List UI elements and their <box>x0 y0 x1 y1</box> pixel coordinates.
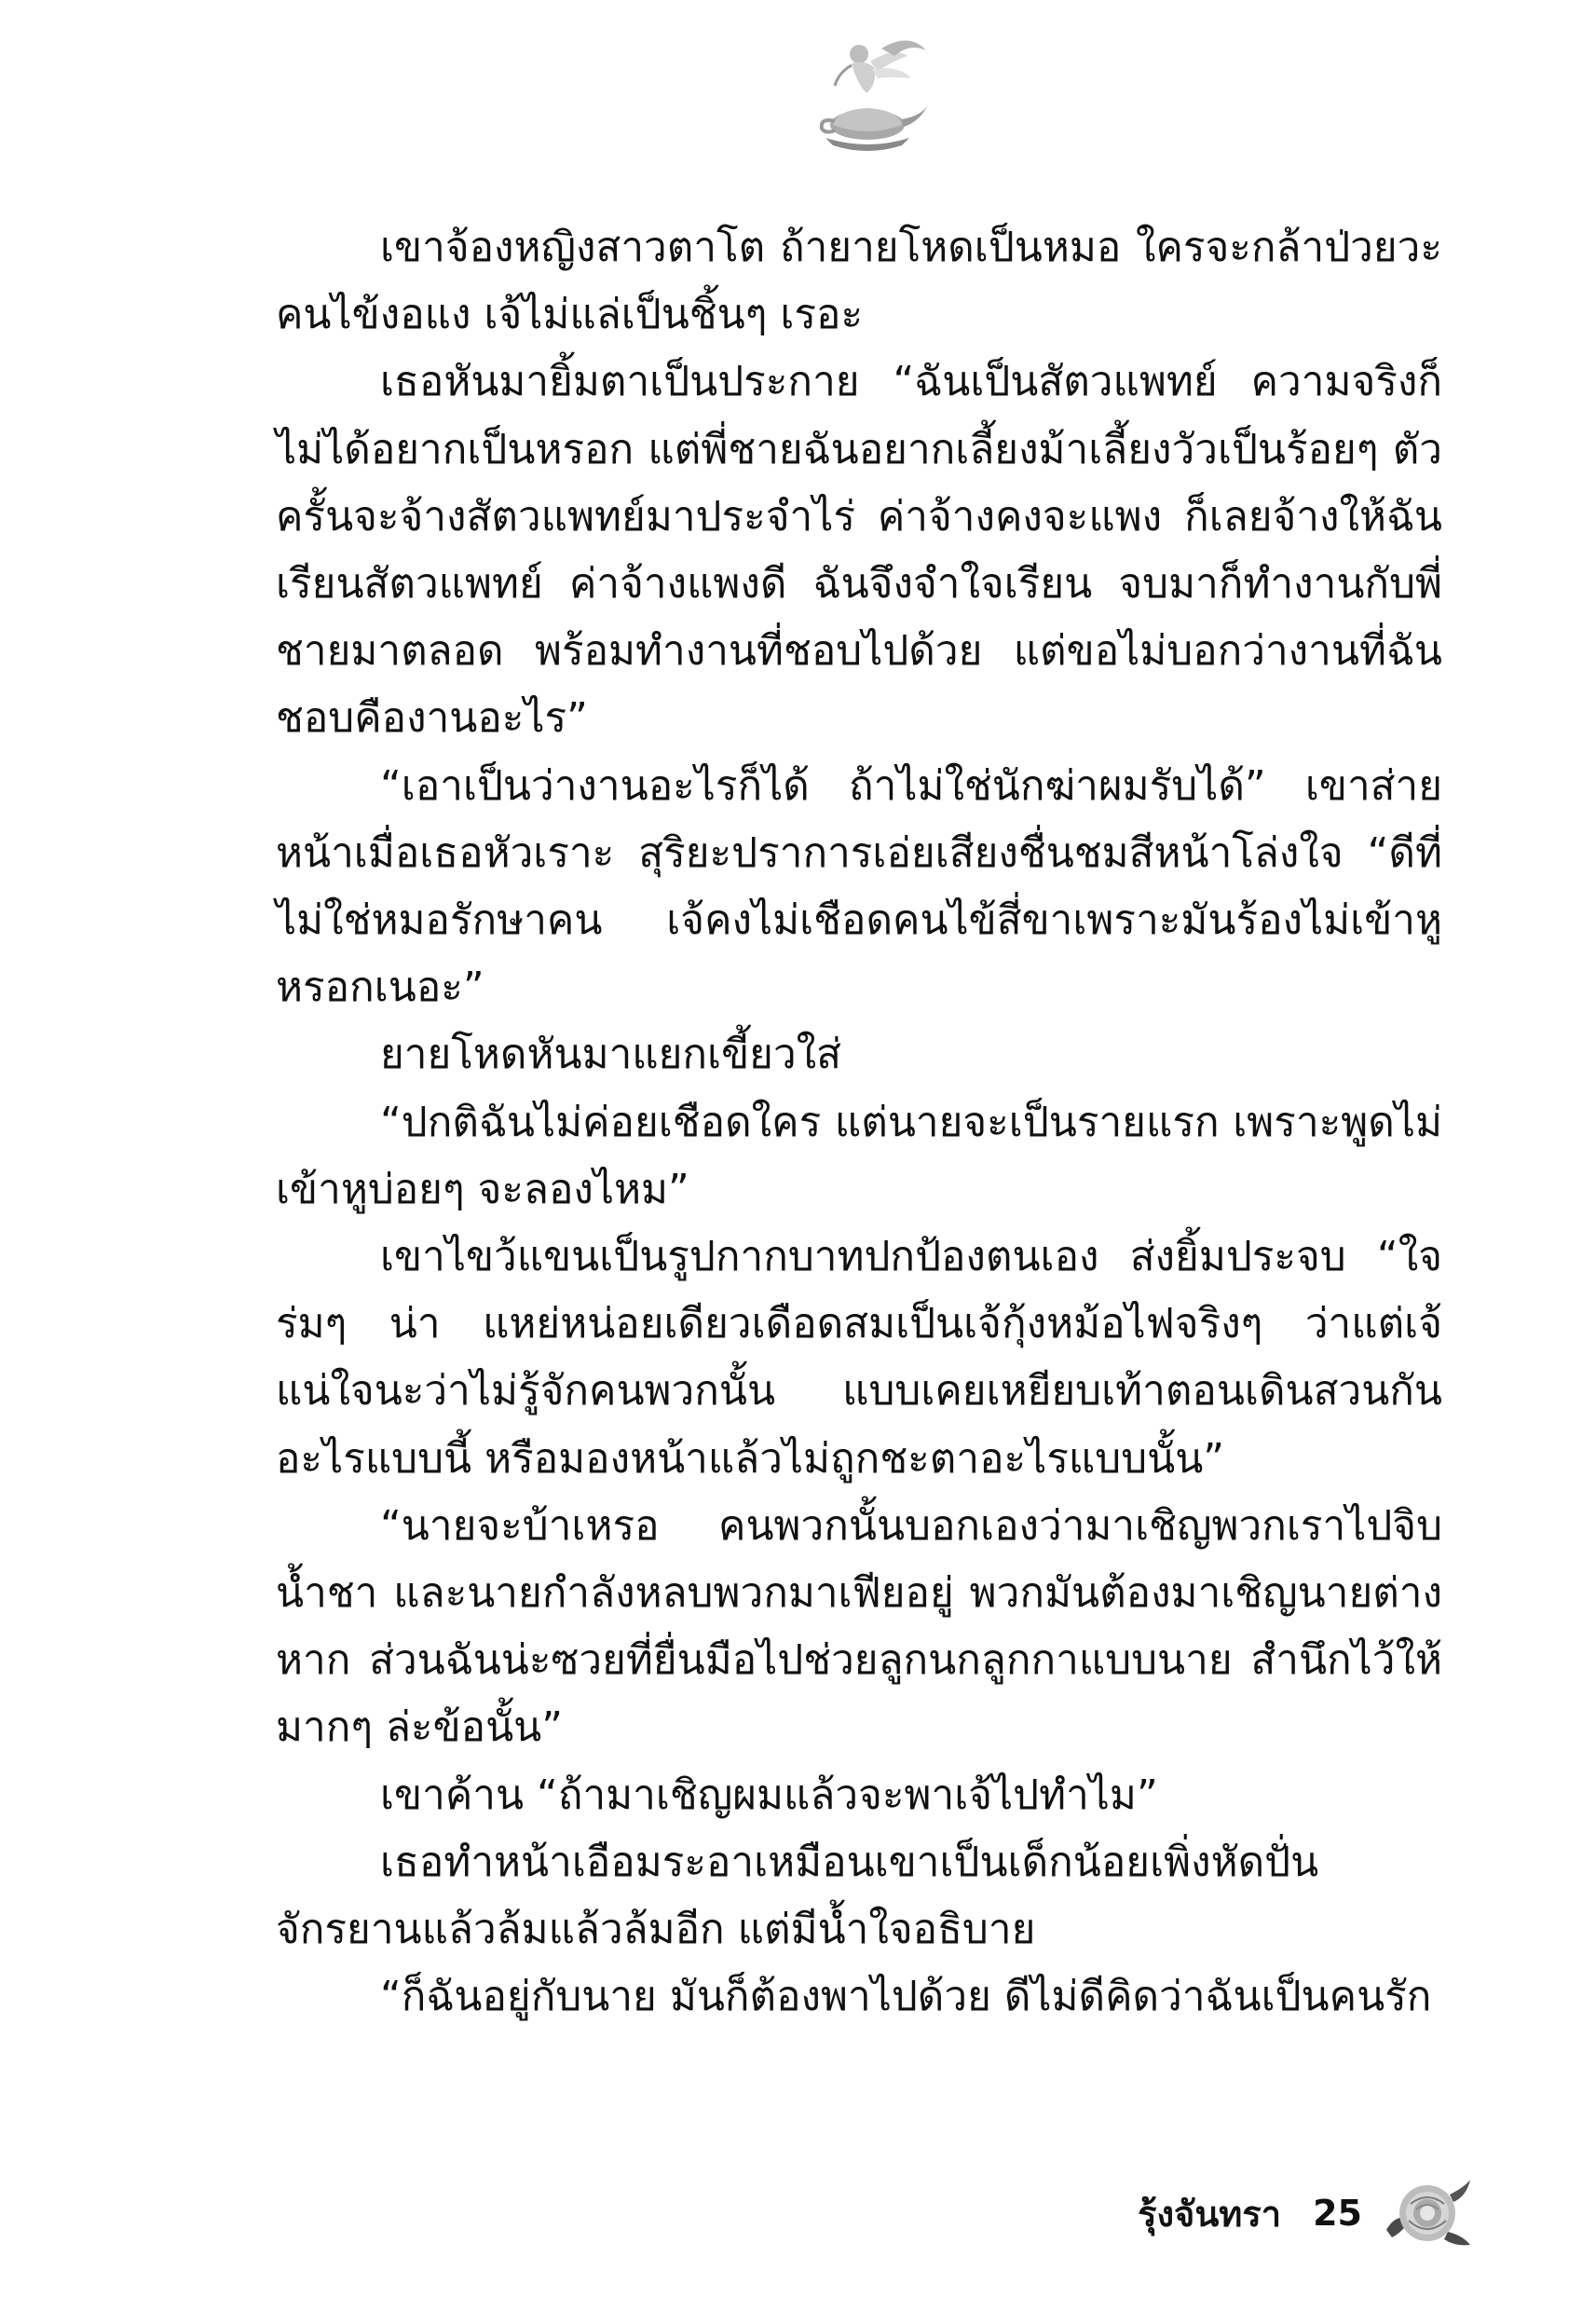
body-text <box>276 214 1442 2031</box>
paragraph: “ปกติฉันไม่ค่อยเชือดใคร แต่นายจะเป็นรายแรก เพราะพูดไม่เข้าหูบ่อยๆ จะลองไหม” <box>276 1098 1442 1213</box>
paragraph: “ก็ฉันอยู่กับนาย มันก็ต้องพาไปด้วย ดีไม่ดีคิดว่าฉันเป็นคนรัก <box>380 1973 1432 2021</box>
paragraph: เขาค้าน “ถ้ามาเชิญผมแล้วจะพาเจ้ไปทำไม” <box>380 1771 1158 1819</box>
paragraph: “เอาเป็นว่างานอะไรก็ได้ ถ้าไม่ใช่นักฆ่าผมรับได้” เขาส่ายหน้าเมื่อเธอหัวเราะ สุริยะปราการเอ่ยเสียงชื่นชมสีหน้าโล่งใจ “ดีที่ไม่ใช่หมอรักษาคน เจ้คงไม่เชือดคนไข้สี่ขาเพราะมันร้องไม่เข้าหูหรอกเนอะ” <box>276 761 1442 1012</box>
rose-icon <box>1383 2176 1472 2250</box>
paragraph: เธอหันมายิ้มตาเป็นประกาย “ฉันเป็นสัตวแพทย์ ความจริงก็ไม่ได้อยากเป็นหรอก แต่พี่ชายฉันอยากเลี้ยงม้าเลี้ยงวัวเป็นร้อยๆ ตัว ครั้นจะจ้างสัตวแพทย์มาประจำไร่ ค่าจ้างคงจะแพง ก็เลยจ้างให้ฉันเรียนสัตวแพทย์ ค่าจ้างแพงดี ฉันจึงจำใจเรียน จบมาก็ทำงานกับพี่ชายมาตลอด พร้อมทำงานที่ชอบไปด้วย แต่ขอไม่บอกว่างานที่ฉันชอบคืองานอะไร” <box>276 358 1442 743</box>
paragraph: ยายโหดหันมาแยกเขี้ยวใส่ <box>380 1031 841 1079</box>
page-footer <box>1044 2162 1472 2264</box>
teapot-cupid-ornament-icon <box>798 28 937 158</box>
paragraph: เธอทำหน้าเอือมระอาเหมือนเขาเป็นเด็กน้อยเพิ่งหัดปั่นจักรยานแล้วล้มแล้วล้มอีก แต่มีน้ำใจอธิบาย <box>276 1838 1319 1954</box>
paragraph: “นายจะบ้าเหรอ คนพวกนั้นบอกเองว่ามาเชิญพวกเราไปจิบน้ำชา และนายกำลังหลบพวกมาเฟียอยู่ พวกมันต้องมาเชิญนายต่างหาก ส่วนฉันน่ะซวยที่ยื่นมือไปช่วยลูกนกลูกกาแบบนาย สำนึกไว้ให้มากๆ ล่ะข้อนั้น” <box>276 1501 1442 1752</box>
paragraph: เขาไขว้แขนเป็นรูปกากบาทปกป้องตนเอง ส่งยิ้มประจบ “ใจร่มๆ น่า แหย่หน่อยเดียวเดือดสมเป็นเจ้กุ้งหม้อไฟจริงๆ ว่าแต่เจ้แน่ใจนะว่าไม่รู้จักคนพวกนั้น แบบเคยเหยียบเท้าตอนเดินสวนกันอะไรแบบนี้ หรือมองหน้าแล้วไม่ถูกชะตาอะไรแบบนั้น” <box>276 1233 1442 1483</box>
paragraph: เขาจ้องหญิงสาวตาโต ถ้ายายโหดเป็นหมอ ใครจะกล้าป่วยวะ คนไข้งอแง เจ้ไม่แล่เป็นชิ้นๆ เรอะ <box>276 224 1442 339</box>
book-title: รุ้งจันทรา <box>1138 2193 1282 2235</box>
page-number: 25 <box>1313 2193 1362 2234</box>
